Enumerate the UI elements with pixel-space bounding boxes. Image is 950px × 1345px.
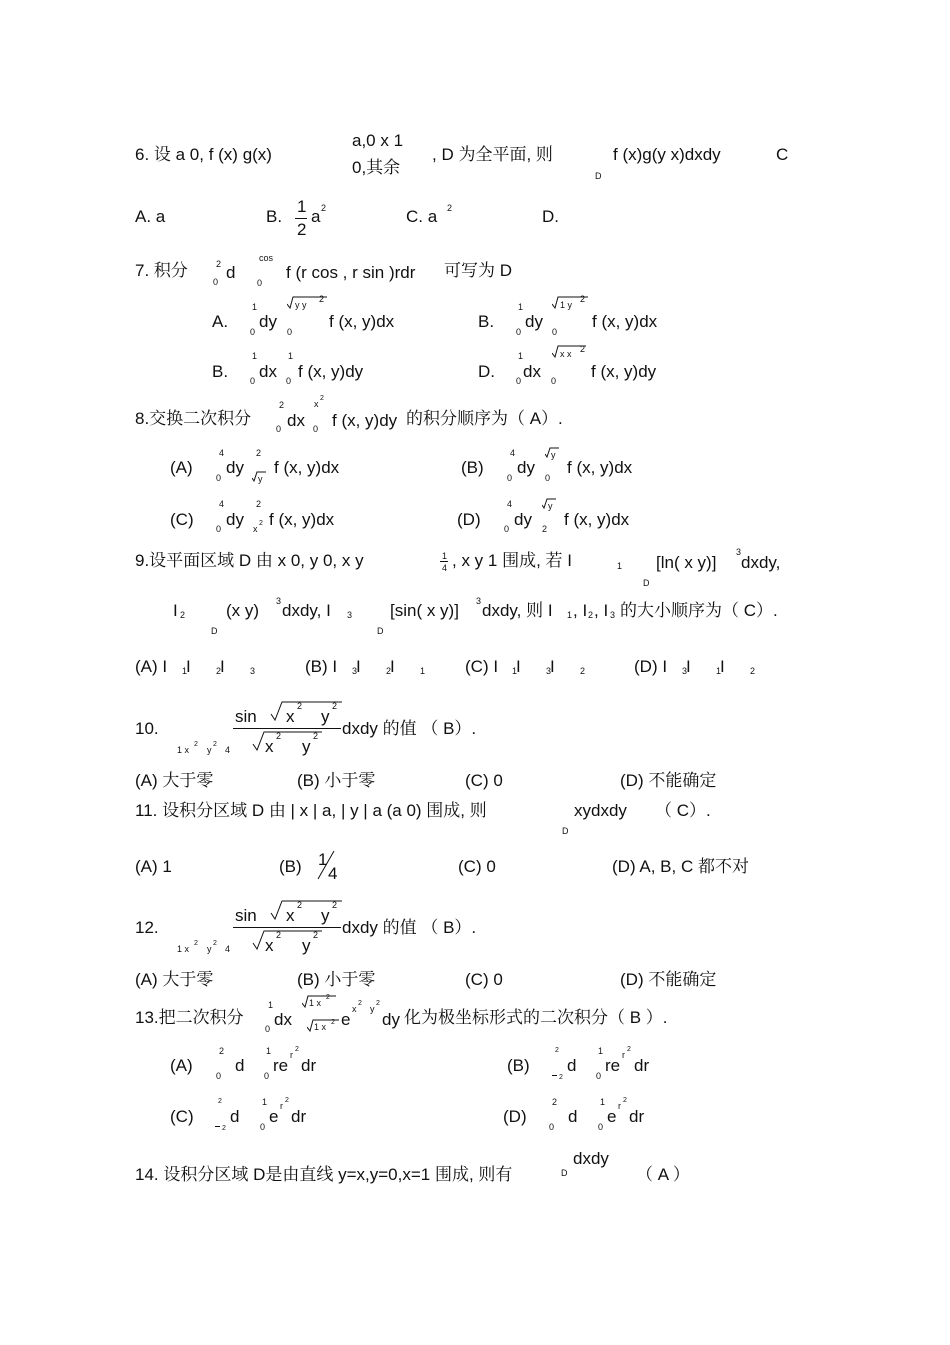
q7-a-rad-exp: 2 — [319, 294, 325, 304]
q9-a-s1: 1 — [182, 666, 188, 676]
q13-a-f: re — [273, 1056, 289, 1075]
q10-option-d: (D) 不能确定 — [620, 771, 717, 790]
q7-b-lo2: 0 — [552, 327, 558, 337]
q13-b-lo2: 0 — [596, 1071, 602, 1081]
q9-i1-expr: [ln( x y)] — [656, 553, 717, 572]
q10-num-x: x — [286, 707, 295, 726]
q7-d-dx: dx — [523, 362, 541, 381]
q9-i2: I — [173, 601, 178, 620]
q9-b-t2: I — [356, 657, 361, 676]
q6-case-1: a,0 x 1 — [352, 131, 404, 150]
q14-dxdy: dxdy — [573, 1149, 609, 1168]
q7-lead: 7. 积分 — [135, 261, 188, 280]
q8-c-lo2-exp: 2 — [259, 520, 263, 527]
q9-c-s2: 3 — [546, 666, 552, 676]
q9-c-s3: 2 — [580, 666, 586, 676]
q9-b-s2: 2 — [386, 666, 392, 676]
q10-sin: sin — [235, 707, 257, 726]
q6-frac-den: 2 — [297, 220, 307, 239]
q9-i2-sub: 2 — [180, 610, 186, 620]
q12-domain-exp2: 2 — [213, 940, 217, 947]
q12-den-ex: 2 — [276, 930, 282, 940]
q9-a-s3: 3 — [250, 666, 256, 676]
q9-i1-tail: dxdy, — [741, 553, 781, 572]
q12-option-c: (C) 0 — [465, 970, 503, 989]
q8-c-integrand: f (x, y)dx — [269, 510, 335, 529]
q6-option-b-exp: 2 — [321, 203, 327, 213]
q9-i2-expr: (x y) — [226, 601, 260, 620]
q8-up2-exp: 2 — [320, 395, 324, 402]
q8-a-integrand: f (x, y)dx — [274, 458, 340, 477]
q6-option-a: A. a — [135, 207, 166, 226]
q11-tail: （ C）. — [655, 801, 711, 820]
q13-dx: dx — [274, 1010, 292, 1029]
q13-c-d: d — [230, 1107, 240, 1126]
q6-option-c-exp: 2 — [447, 203, 453, 213]
q14-tail: （ A ） — [636, 1165, 690, 1184]
q13-d-f: e — [607, 1107, 617, 1126]
q9-b-s3: 1 — [420, 666, 426, 676]
q12-domain-exp1: 2 — [194, 940, 198, 947]
q13-b-up1: 2 — [555, 1047, 559, 1054]
q12-frac-bar — [233, 927, 341, 928]
q8-a-up1: 4 — [219, 448, 225, 458]
q13-up2: 1 x — [309, 998, 322, 1008]
q13-e: e — [341, 1010, 351, 1029]
q9-d-t3: I — [720, 657, 725, 676]
q13-d-lo1: 0 — [549, 1122, 555, 1132]
q12-den-y: y — [302, 936, 311, 955]
q6-answer: C — [776, 145, 789, 164]
q7-d-rad-exp: 2 — [580, 344, 586, 354]
q11-option-c: (C) 0 — [458, 857, 496, 876]
q10-frac-bar — [233, 728, 341, 729]
q7-c-lo2: 0 — [286, 376, 292, 386]
q6-option-b: B. — [266, 207, 283, 226]
q7-a-rad: y y — [295, 300, 307, 310]
q9-s3: 3 — [610, 610, 616, 620]
q13-e-x2: 2 — [358, 1000, 362, 1007]
q10-domain-y: y — [207, 745, 212, 755]
q12-domain: 1 x — [177, 944, 190, 954]
q8-b-lo2: 0 — [545, 473, 551, 483]
q7-d-integrand: f (x, y)dy — [591, 362, 657, 381]
q11-option-b: (B) — [279, 857, 302, 876]
q6-frac-num: 1 — [297, 197, 307, 216]
q9-i3-domain: D — [377, 626, 384, 636]
q8-a-dy: dy — [226, 458, 244, 477]
q13-lo2: 1 x — [314, 1022, 327, 1032]
q9-i2-tail: dxdy, I — [282, 601, 331, 620]
q13-tail: 化为极坐标形式的二次积分（ B ）. — [404, 1008, 668, 1027]
q12-sin: sin — [235, 906, 257, 925]
q9-s1: 1 — [567, 610, 573, 620]
q8-c-up2: 2 — [256, 499, 262, 509]
q8-d-lo2: 2 — [542, 524, 548, 534]
q13-b-e1: r — [622, 1050, 625, 1060]
q7-d-up1: 1 — [518, 351, 524, 361]
q6-option-c: C. a — [406, 207, 438, 226]
q9-c-t2: I — [516, 657, 521, 676]
q13-e-y2: 2 — [376, 1000, 380, 1007]
q13-d-label: (D) — [503, 1107, 527, 1126]
q9-d-text: (D) I — [634, 657, 668, 676]
q7-a-lo1: 0 — [250, 327, 256, 337]
q12-option-a: (A) 大于零 — [135, 970, 214, 989]
q13-a-dr: dr — [301, 1056, 317, 1075]
q9-i3-sub: 3 — [347, 610, 353, 620]
q7-tail: 可写为 D — [444, 261, 512, 280]
q7-b-label: B. — [478, 312, 495, 331]
q8-dx: dx — [287, 411, 305, 430]
q7-d: d — [226, 263, 236, 282]
q11-b-den: 4 — [328, 864, 338, 883]
q9-d-s2: 1 — [716, 666, 722, 676]
q9-frac-num: 1 — [442, 551, 448, 561]
q13-b-f: re — [605, 1056, 621, 1075]
q10-den-ex: 2 — [276, 731, 282, 741]
q7-b-integrand: f (x, y)dx — [592, 312, 658, 331]
q11-option-a: (A) 1 — [135, 857, 172, 876]
q11-domain-sub: D — [562, 826, 569, 836]
q7-lower-1: 0 — [213, 277, 219, 287]
q10-num-y: y — [321, 707, 330, 726]
q7-d-lo2: 0 — [551, 376, 557, 386]
q7-a-lo2: 0 — [287, 327, 293, 337]
q9-i3-tail: dxdy, 则 I — [482, 601, 553, 620]
q13-d-dr: dr — [629, 1107, 645, 1126]
q10-option-a: (A) 大于零 — [135, 771, 214, 790]
q12-domain-y: y — [207, 944, 212, 954]
q8-lead: 8.交换二次积分 — [135, 409, 252, 428]
q9-i3-exp: 3 — [476, 596, 482, 606]
q9-tail: 的大小顺序为（ C）. — [620, 601, 778, 620]
q13-c-minus — [215, 1126, 220, 1127]
q10-domain-exp1: 2 — [194, 741, 198, 748]
q6-option-b-a: a — [311, 207, 321, 226]
q8-c-lo2: x — [253, 524, 258, 534]
q7-c-up1: 1 — [252, 351, 258, 361]
q6-frac-bar — [295, 218, 307, 219]
q13-e-y: y — [370, 1004, 375, 1014]
q8-lo2: 0 — [313, 424, 319, 434]
q13-b-lo1: 2 — [559, 1074, 563, 1081]
q6-integrand: f (x)g(y x)dxdy — [613, 145, 721, 164]
q8-c-label: (C) — [170, 510, 194, 529]
q13-b-minus — [552, 1075, 557, 1076]
q13-lo2-exp: 2 — [331, 1019, 335, 1026]
q13-a-up1: 2 — [219, 1046, 225, 1056]
q8-d-integrand: f (x, y)dx — [564, 510, 630, 529]
q8-b-up1: 4 — [510, 448, 516, 458]
q9-s2: 2 — [588, 610, 594, 620]
q6-option-d: D. — [542, 207, 559, 226]
q12-den-x: x — [265, 936, 274, 955]
q10-tail: dxdy 的值 （ B）. — [342, 719, 477, 738]
q7-b-lo1: 0 — [516, 327, 522, 337]
q7-c-up2: 1 — [288, 351, 294, 361]
q8-b-dy: dy — [517, 458, 535, 477]
q13-b-dr: dr — [634, 1056, 650, 1075]
q10-den-radical — [252, 730, 322, 754]
q13-e-x: x — [352, 1004, 357, 1014]
q8-c-lo1: 0 — [216, 524, 222, 534]
q7-a-dy: dy — [259, 312, 277, 331]
q12-num-ex: 2 — [297, 900, 303, 910]
q13-c-label: (C) — [170, 1107, 194, 1126]
q9-c-text: (C) I — [465, 657, 499, 676]
q9-i1-exp: 3 — [736, 547, 742, 557]
q10-num-ex: 2 — [297, 701, 303, 711]
q7-d-lo1: 0 — [516, 376, 522, 386]
q13-b-d: d — [567, 1056, 577, 1075]
q12-den-ey: 2 — [313, 930, 319, 940]
q10-den-x: x — [265, 737, 274, 756]
q8-c-up1: 4 — [219, 499, 225, 509]
q11-integrand: xydxdy — [574, 801, 627, 820]
q9-i1-sub: 1 — [617, 561, 623, 571]
q8-b-label: (B) — [461, 458, 484, 477]
q8-up1: 2 — [279, 400, 285, 410]
q7-c-label: B. — [212, 362, 229, 381]
q13-a-e2: 2 — [295, 1046, 299, 1053]
q9-d-s3: 2 — [750, 666, 756, 676]
q7-c-dx: dx — [259, 362, 277, 381]
q9-b-text: (B) I — [305, 657, 338, 676]
q8-a-up2: 2 — [256, 448, 262, 458]
q13-c-f: e — [269, 1107, 279, 1126]
q10-domain-4: 4 — [225, 745, 231, 755]
q8-c-dy: dy — [226, 510, 244, 529]
q7-upper-1: 2 — [216, 259, 222, 269]
q13-d-up1: 2 — [552, 1097, 558, 1107]
q9-region: , x y 1 围成, 若 I — [452, 551, 572, 570]
q9-c1: , I — [573, 601, 588, 620]
q13-a-d: d — [235, 1056, 245, 1075]
q10-domain: 1 x — [177, 745, 190, 755]
q9-c2: , I — [594, 601, 609, 620]
q13-a-e1: r — [290, 1050, 293, 1060]
q8-a-lo2: y — [258, 474, 263, 484]
q9-a-t2: I — [186, 657, 191, 676]
q12-number: 12. — [135, 918, 159, 937]
q8-a-lo1: 0 — [216, 473, 222, 483]
q13-c-up2: 1 — [262, 1097, 268, 1107]
q7-integrand: f (r cos , r sin )rdr — [286, 263, 416, 282]
q9-frac-bar — [440, 561, 448, 562]
q7-a-label: A. — [212, 312, 229, 331]
q13-c-lo1: 2 — [222, 1125, 226, 1132]
q13-d-up2: 1 — [600, 1097, 606, 1107]
q13-b-label: (B) — [507, 1056, 530, 1075]
q13-d-e2: 2 — [623, 1097, 627, 1104]
q7-d-label: D. — [478, 362, 495, 381]
q7-b-rad: 1 y — [560, 300, 573, 310]
q9-lead: 9.设平面区域 D 由 x 0, y 0, x y — [135, 551, 364, 570]
q8-tail: 的积分顺序为（ A）. — [406, 409, 563, 428]
q13-up2-exp: 2 — [326, 994, 330, 1001]
q13-dy: dy — [382, 1010, 400, 1029]
q13-a-lo2: 0 — [264, 1071, 270, 1081]
q11-lead: 11. 设积分区域 D 由 | x | a, | y | a (a 0) 围成, 则 — [135, 801, 487, 820]
q8-up2: x — [314, 399, 319, 409]
q13-d-e1: r — [618, 1101, 621, 1111]
q8-d-dy: dy — [514, 510, 532, 529]
q8-d-up2: y — [548, 501, 553, 511]
q9-c-t3: I — [550, 657, 555, 676]
q11-option-d: (D) A, B, C 都不对 — [612, 857, 749, 876]
q9-b-s1: 3 — [352, 666, 358, 676]
q8-d-lo1: 0 — [504, 524, 510, 534]
q10-den-y: y — [302, 737, 311, 756]
q8-d-up1: 4 — [507, 499, 513, 509]
q6-domain-sub: D — [595, 171, 602, 181]
q10-domain-exp2: 2 — [213, 741, 217, 748]
q6-lead: 6. 设 a 0, f (x) g(x) — [135, 145, 272, 164]
q10-number: 10. — [135, 719, 159, 738]
q7-c-integrand: f (x, y)dy — [298, 362, 364, 381]
q13-lead: 13.把二次积分 — [135, 1008, 244, 1027]
q9-i3-expr: [sin( x y)] — [390, 601, 459, 620]
q12-num-ey: 2 — [332, 900, 338, 910]
q7-lower-2: 0 — [257, 278, 263, 288]
q9-i2-exp: 3 — [276, 596, 282, 606]
q9-a-t3: I — [220, 657, 225, 676]
q8-b-integrand: f (x, y)dx — [567, 458, 633, 477]
q7-a-integrand: f (x, y)dx — [329, 312, 395, 331]
q8-b-lo1: 0 — [507, 473, 513, 483]
q12-num-y: y — [321, 906, 330, 925]
q14-lead: 14. 设积分区域 D是由直线 y=x,y=0,x=1 围成, 则有 — [135, 1165, 513, 1184]
q8-a-label: (A) — [170, 458, 193, 477]
q7-b-dy: dy — [525, 312, 543, 331]
q11-b-num: 1 — [318, 850, 328, 869]
q10-option-b: (B) 小于零 — [297, 771, 376, 790]
q7-b-up1: 1 — [518, 302, 524, 312]
q7-b-rad-exp: 2 — [580, 294, 586, 304]
q13-b-e2: 2 — [627, 1046, 631, 1053]
q8-lo1: 0 — [276, 424, 282, 434]
q13-a-up2: 1 — [266, 1046, 272, 1056]
q10-num-ey: 2 — [332, 701, 338, 711]
q14-domain-sub: D — [561, 1168, 568, 1178]
q13-a-label: (A) — [170, 1056, 193, 1075]
q12-num-x: x — [286, 906, 295, 925]
q8-b-up2: y — [551, 450, 556, 460]
q12-den-radical — [252, 929, 322, 953]
q6-case-2: 0,其余 — [352, 158, 401, 177]
q7-upper-2: cos — [259, 253, 274, 263]
q9-d-t2: I — [686, 657, 691, 676]
q12-option-d: (D) 不能确定 — [620, 970, 717, 989]
q12-option-b: (B) 小于零 — [297, 970, 376, 989]
q13-a-lo1: 0 — [216, 1071, 222, 1081]
q9-d-s1: 3 — [682, 666, 688, 676]
q13-up1: 1 — [268, 1000, 274, 1010]
q7-c-lo1: 0 — [250, 376, 256, 386]
q12-domain-4: 4 — [225, 944, 231, 954]
q13-b-up2: 1 — [598, 1046, 604, 1056]
q6-condition: , D 为全平面, 则 — [432, 145, 553, 164]
q9-b-t3: I — [390, 657, 395, 676]
q8-integrand: f (x, y)dy — [332, 411, 398, 430]
q10-den-ey: 2 — [313, 731, 319, 741]
q7-d-rad: x x — [560, 349, 572, 359]
q10-option-c: (C) 0 — [465, 771, 503, 790]
q9-a-text: (A) I — [135, 657, 168, 676]
q9-a-s2: 2 — [216, 666, 222, 676]
q13-c-dr: dr — [291, 1107, 307, 1126]
q12-tail: dxdy 的值 （ B）. — [342, 918, 477, 937]
q13-c-lo2: 0 — [260, 1122, 266, 1132]
q9-i1-domain: D — [643, 578, 650, 588]
q13-c-e2: 2 — [285, 1097, 289, 1104]
q13-c-up1: 2 — [218, 1098, 222, 1105]
q9-c-s1: 1 — [512, 666, 518, 676]
q8-d-label: (D) — [457, 510, 481, 529]
q13-d-lo2: 0 — [598, 1122, 604, 1132]
q13-c-e1: r — [280, 1101, 283, 1111]
q9-i2-domain: D — [211, 626, 218, 636]
q13-lo1: 0 — [265, 1024, 271, 1034]
q13-d-d: d — [568, 1107, 578, 1126]
q9-frac-den: 4 — [442, 563, 448, 573]
q7-a-up1: 1 — [252, 302, 258, 312]
